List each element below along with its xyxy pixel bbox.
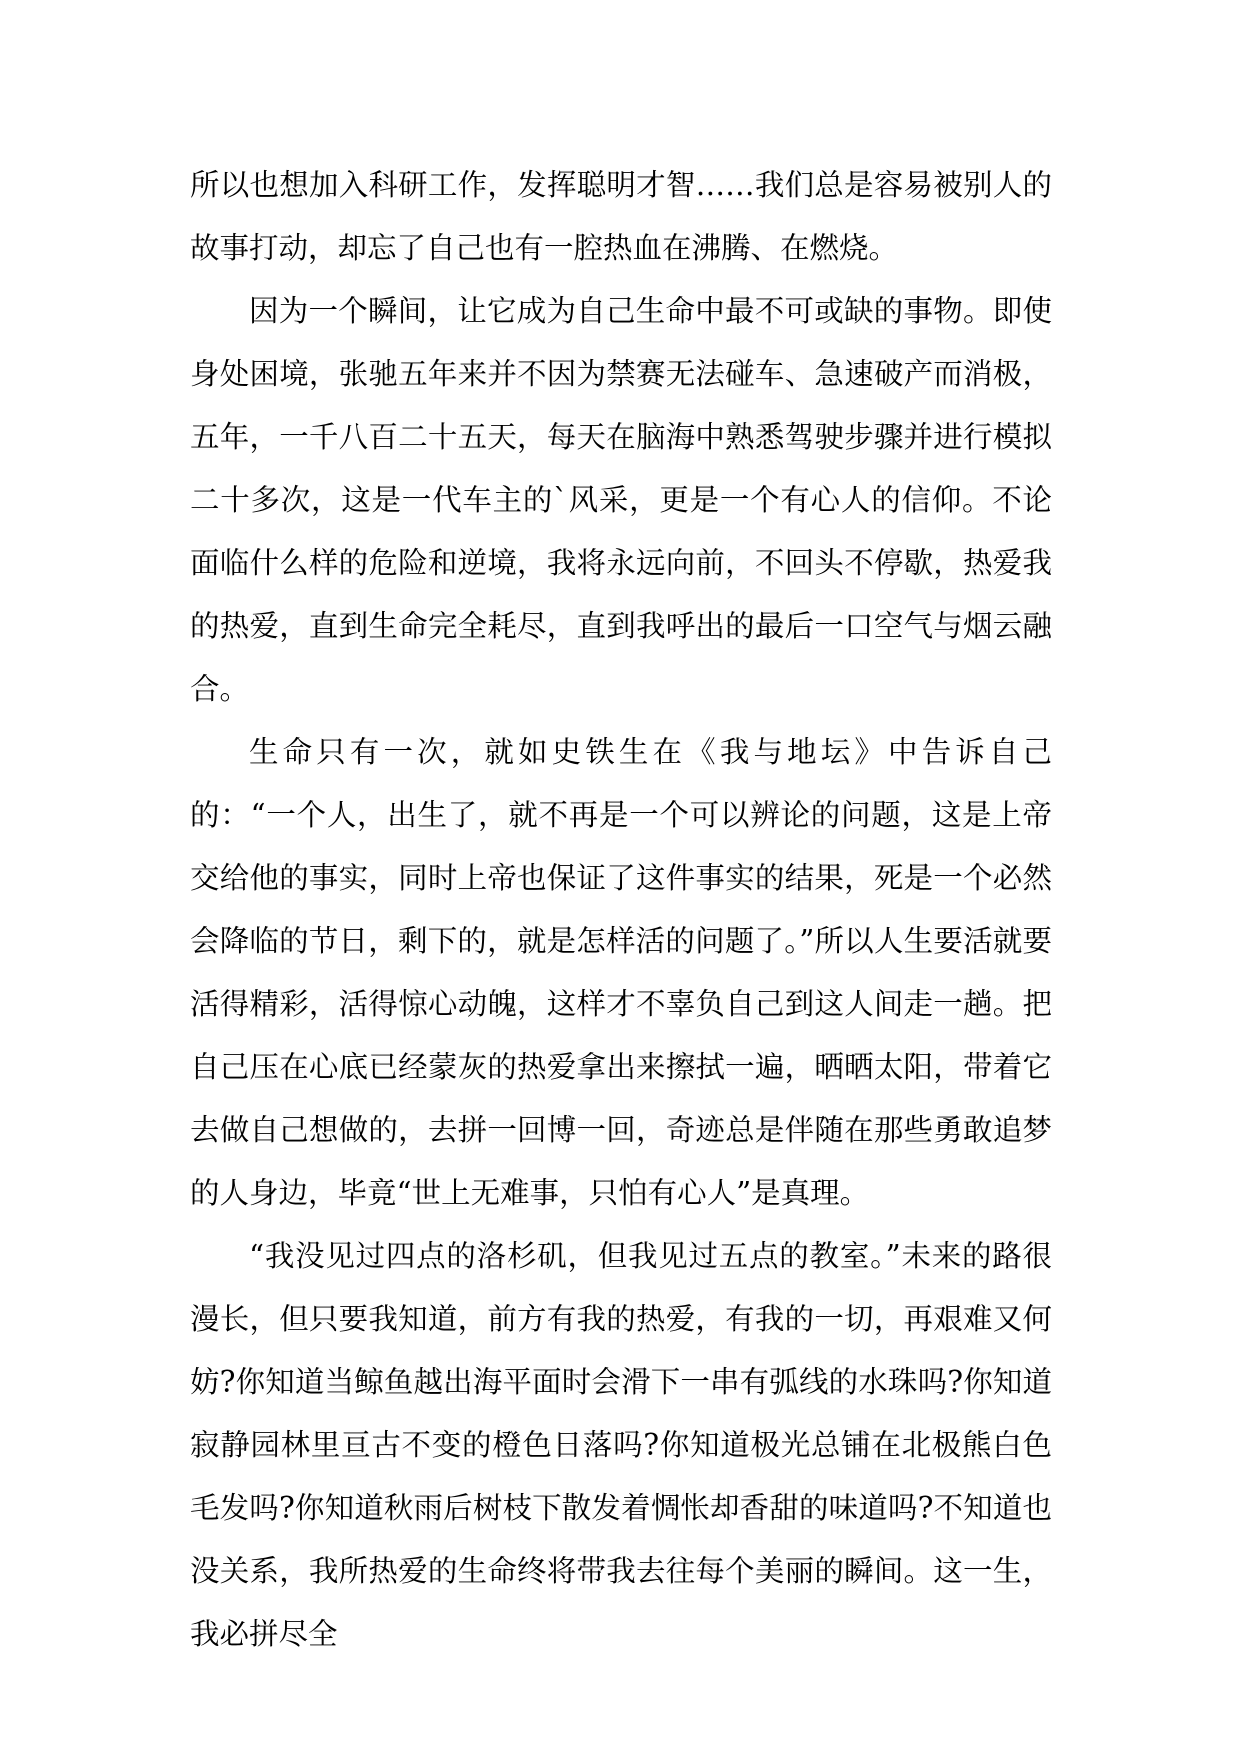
- paragraph-3: 生命只有一次，就如史铁生在《我与地坛》中告诉自己的：“一个人，出生了，就不再是一个可以辨论的问题，这是上帝交给他的事实，同时上帝也保证了这件事实的结果，死是一个必然会降临的节日，剩下的，就是怎样活的问题了。”所以人生要活就要活得精彩，活得惊心动魄，这样才不辜负自己到这人间走一趟。把自己压在心底已经蒙灰的热爱拿出来擦拭一遍，晒晒太阳，带着它去做自己想做的，去拼一回博一回，奇迹总是伴随在那些勇敢追梦的人身边，毕竟“世上无难事，只怕有心人”是真理。: [190, 735, 1052, 1210]
- document-body: [190, 154, 1052, 1666]
- paragraph-2: 因为一个瞬间，让它成为自己生命中最不可或缺的事物。即使身处困境，张驰五年来并不因为禁赛无法碰车、急速破产而消极，五年，一千八百二十五天，每天在脑海中熟悉驾驶步骤并进行模拟二十多次，这是一代车主的`风采，更是一个有心人的信仰。不论面临什么样的危险和逆境，我将永远向前，不回头不停歇，热爱我的热爱，直到生命完全耗尽，直到我呼出的最后一口空气与烟云融合。: [190, 294, 1052, 706]
- paragraph-1: 所以也想加入科研工作，发挥聪明才智……我们总是容易被别人的故事打动，却忘了自己也有一腔热血在沸腾、在燃烧。: [190, 168, 1052, 265]
- paragraph-4: “我没见过四点的洛杉矶，但我见过五点的教室。”未来的路很漫长，但只要我知道，前方有我的热爱，有我的一切，再艰难又何妨?你知道当鲸鱼越出海平面时会滑下一串有弧线的水珠吗?你知道寂静园林里亘古不变的橙色日落吗?你知道极光总铺在北极熊白色毛发吗?你知道秋雨后树枝下散发着惆怅却香甜的味道吗?不知道也没关系，我所热爱的生命终将带我去往每个美丽的瞬间。这一生，我必拼尽全: [190, 1239, 1052, 1651]
